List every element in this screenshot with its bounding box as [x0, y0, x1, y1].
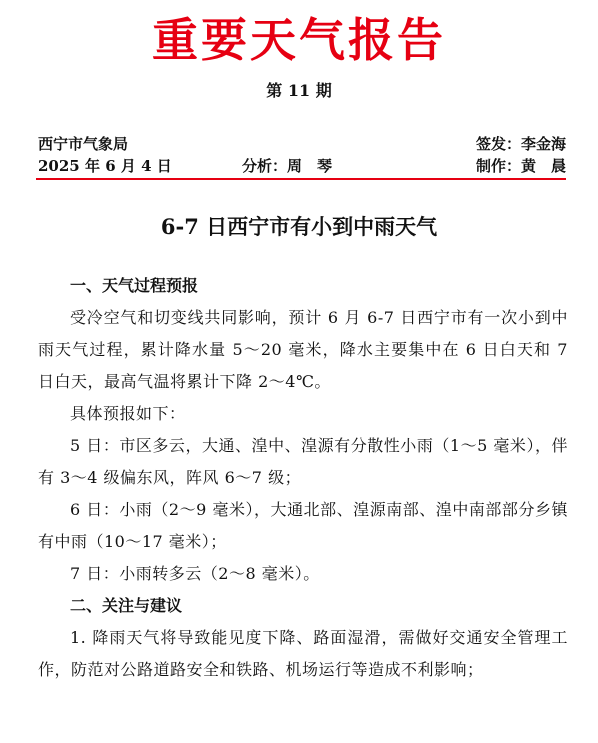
producer-label: 制作：	[475, 157, 521, 175]
producer-block	[476, 156, 566, 176]
paragraph: 7 日：小雨转多云（2～8 毫米）。	[70, 564, 320, 583]
report-body	[38, 270, 568, 686]
report-masthead: 重要天气报告	[152, 13, 446, 67]
issue-date: 2025 年 6 月 4 日	[38, 157, 172, 175]
paragraph: 1. 降雨天气将导致能见度下降、路面湿滑，需做好交通安全管理工作，防范对公路道路安全和铁路、机场运行等造成不利影响；	[38, 628, 568, 679]
section-heading: 二、关注与建议	[70, 596, 183, 615]
signer-block	[476, 134, 566, 154]
analyst-name: 周 琴	[287, 157, 333, 175]
issue-number: 第 11 期	[266, 81, 332, 100]
analyst-label: 分析：	[242, 157, 288, 175]
report-title: 6-7 日西宁市有小到中雨天气	[160, 214, 438, 239]
red-divider	[36, 178, 566, 180]
producer-name: 黄 晨	[520, 157, 566, 175]
analyst-block	[242, 156, 332, 176]
paragraph: 具体预报如下：	[70, 404, 186, 423]
paragraph: 受冷空气和切变线共同影响，预计 6 月 6-7 日西宁市有一次小到中雨天气过程，累计降水量 5～20 毫米，降水主要集中在 6 日白天和 7 日白天，最高气温将累计下降 2～4℃。	[38, 308, 568, 391]
signer-label: 签发：	[475, 135, 521, 153]
agency-name: 西宁市气象局	[38, 135, 129, 153]
paragraph: 5 日：市区多云，大通、湟中、湟源有分散性小雨（1～5 毫米），伴有 3～4 级偏东风，阵风 6～7 级；	[38, 436, 568, 487]
signer-name: 李金海	[520, 135, 566, 153]
paragraph: 6 日：小雨（2～9 毫米），大通北部、湟源南部、湟中南部部分乡镇有中雨（10～17 毫米）；	[38, 500, 568, 551]
section-heading: 一、天气过程预报	[70, 276, 199, 295]
